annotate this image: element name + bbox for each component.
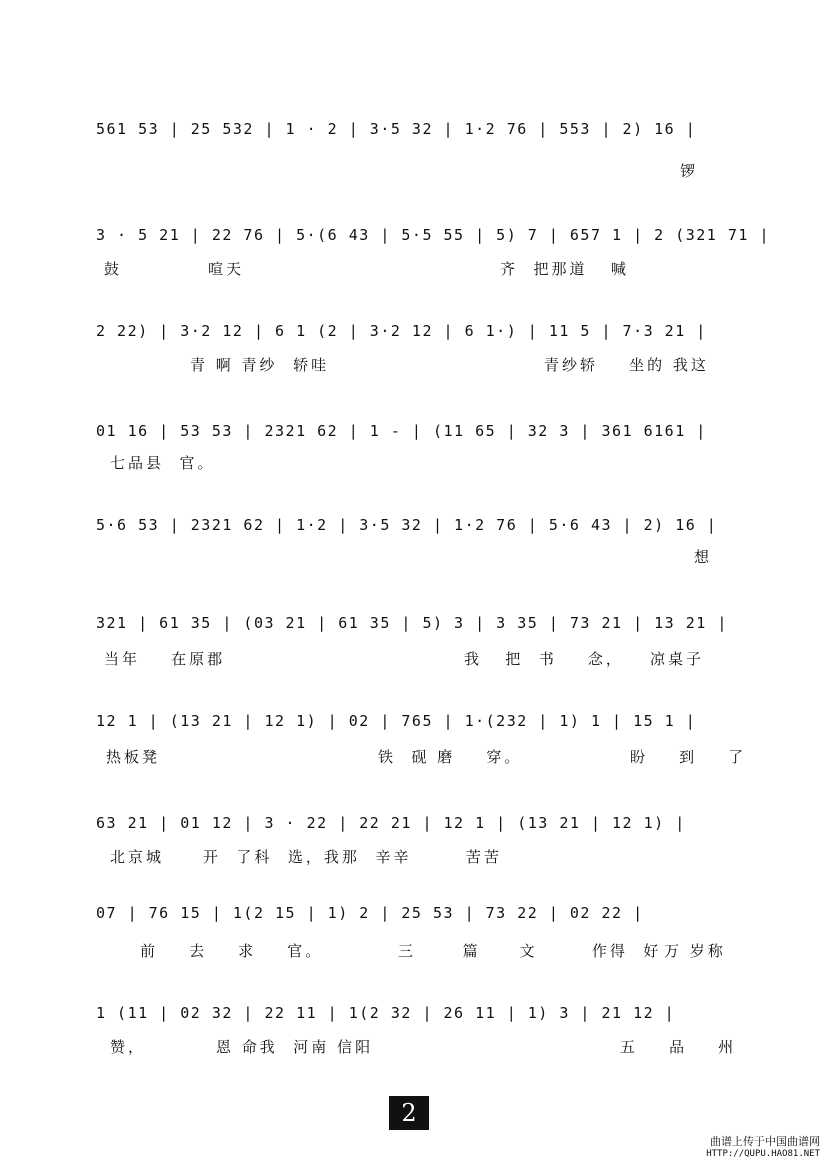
score-system-8 <box>96 810 746 890</box>
notation-line: 2 22) | 3·2 12 | 6 1 (2 | 3·2 12 | 6 1·) | 11 5 | 7·3 21 | <box>96 322 707 340</box>
lyric-line: 青纱轿 坐的 我这 <box>544 356 709 374</box>
notation-line: 5·6 53 | 2321 62 | 1·2 | 3·5 32 | 1·2 76 | 5·6 43 | 2) 16 | <box>96 516 718 534</box>
lyric-line: 万 岁称 <box>664 942 726 960</box>
notation-line: 3 · 5 21 | 22 76 | 5·(6 43 | 5·5 55 | 5) 7 | 657 1 | 2 (321 71 | <box>96 226 770 244</box>
notation-line: 07 | 76 15 | 1(2 15 | 1) 2 | 25 53 | 73 22 | 02 22 | <box>96 904 644 922</box>
score-system-5 <box>96 512 746 592</box>
lyric-line: 凉桌子 <box>650 650 705 668</box>
score-system-3 <box>96 318 746 398</box>
score-system-2 <box>96 222 770 302</box>
notation-line: 321 | 61 35 | (03 21 | 61 35 | 5) 3 | 3 35 | 73 21 | 13 21 | <box>96 614 728 632</box>
lyric-line: 锣 <box>680 162 699 180</box>
lyric-line: 我 把 书 念， <box>464 650 624 668</box>
lyric-line: 青 啊 青纱 轿哇 <box>190 356 330 374</box>
score-system-7 <box>96 708 746 788</box>
lyric-line: 北京城 开 了科 选，我那 辛辛 苦苦 <box>110 848 502 866</box>
score-system-6 <box>96 610 746 690</box>
notation-line: 561 53 | 25 532 | 1 · 2 | 3·5 32 | 1·2 76 | 553 | 2) 16 | <box>96 120 697 138</box>
lyric-line: 五 品 州 <box>620 1038 737 1056</box>
lyric-line: 盼 到 了 <box>630 748 747 766</box>
lyric-line: 齐 把那道 喊 <box>500 260 629 278</box>
lyric-line: 前 去 求 官。 <box>140 942 324 960</box>
lyric-line: 想 <box>694 548 713 566</box>
lyric-line: 喧天 <box>208 260 245 278</box>
notation-line: 01 16 | 53 53 | 2321 62 | 1 - | (11 65 | 32 3 | 361 6161 | <box>96 422 707 440</box>
lyric-line: 热板凳 <box>106 748 161 766</box>
watermark-line-1: 曲谱上传于中国曲谱网 <box>710 1135 820 1148</box>
lyric-line: 当年 在原郡 <box>104 650 226 668</box>
score-system-4 <box>96 418 746 498</box>
score-system-10 <box>96 1000 746 1080</box>
lyric-line: 七品县 官。 <box>110 454 216 472</box>
notation-line: 63 21 | 01 12 | 3 · 22 | 22 21 | 12 1 | (13 21 | 12 1) | <box>96 814 686 832</box>
lyric-line: 鼓 <box>104 260 123 278</box>
score-system-9 <box>96 900 746 980</box>
lyric-line: 铁 砚 磨 穿。 <box>378 748 523 766</box>
lyric-line: 恩 命我 河南 信阳 <box>216 1038 374 1056</box>
score-system-1 <box>96 116 746 196</box>
notation-line: 1 (11 | 02 32 | 22 11 | 1(2 32 | 26 11 | 1) 3 | 21 12 | <box>96 1004 676 1022</box>
lyric-line: 赞， <box>110 1038 147 1056</box>
page-number: 2 <box>389 1096 429 1130</box>
notation-line: 12 1 | (13 21 | 12 1) | 02 | 765 | 1·(232 | 1) 1 | 15 1 | <box>96 712 697 730</box>
lyric-line: 三 篇 文 作得 好 <box>398 942 662 960</box>
watermark <box>706 1135 820 1160</box>
watermark-line-2: HTTP://QUPU.HAO81.NET <box>706 1149 820 1159</box>
